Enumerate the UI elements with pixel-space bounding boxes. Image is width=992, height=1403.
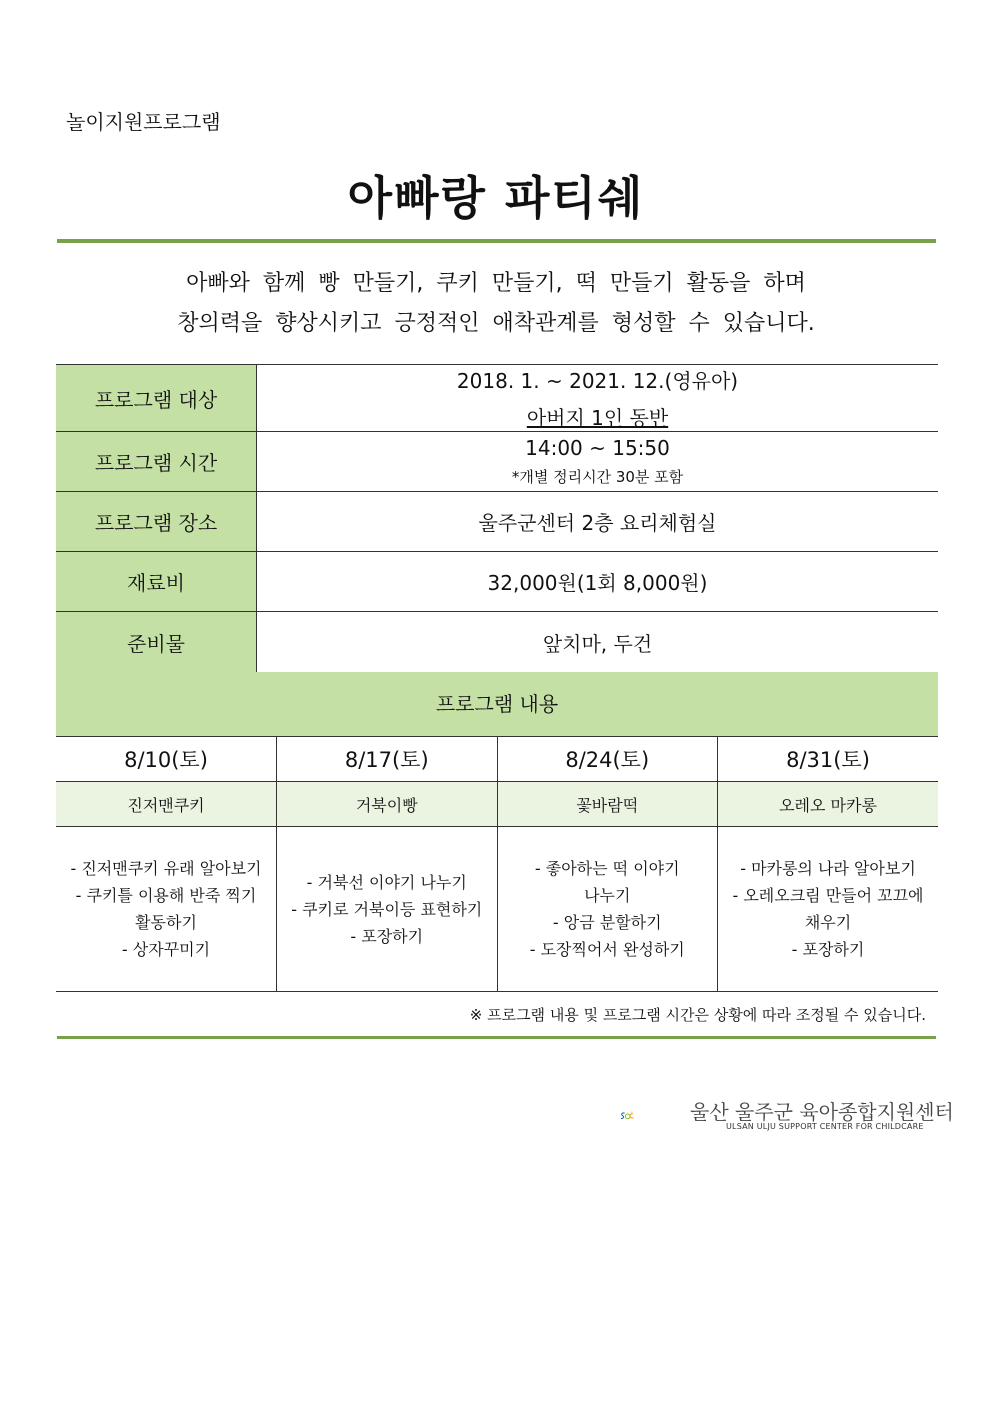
center-logo-icon [620,1094,684,1138]
session-name: 거북이빵 [277,782,498,827]
activity-item: - 앙금 분할하기 [552,913,662,932]
activity-item: - 쿠키틀 이용해 반죽 찍기 [75,886,257,905]
activity-item: - 마카롱의 나라 알아보기 [740,859,916,878]
session-name: 오레오 마카롱 [718,782,939,827]
info-label: 프로그램 시간 [56,432,257,492]
schedule-heading: 프로그램 내용 [56,672,938,737]
target-companion: 아버지 1인 동반 [526,406,669,430]
schedule-table [56,736,938,992]
info-row-target [56,365,938,432]
program-category: 놀이지원프로그램 [66,110,221,134]
schedule-date-row [56,737,938,782]
target-age: 2018. 1. ~ 2021. 12.(영유아) [456,369,739,393]
session-date: 8/24(토) [497,737,718,782]
info-row-time [56,432,938,492]
activity-item: - 상자꾸미기 [121,940,211,959]
session-activities [718,827,939,992]
info-label: 재료비 [56,552,257,612]
session-name: 진저맨쿠키 [56,782,277,827]
session-activities [56,827,277,992]
info-label: 프로그램 장소 [56,492,257,552]
activity-item: - 포장하기 [350,926,424,946]
center-logo-name: 울산 울주군 육아종합지원센터 [690,1100,954,1124]
session-name: 꽃바람떡 [497,782,718,827]
info-value: 32,000원(1회 8,000원) [257,552,939,612]
time-note: *개별 정리시간 30분 포함 [511,468,684,486]
info-row-supplies [56,612,938,673]
activity-item: - 오레오크림 만들어 꼬끄에 [732,886,924,905]
schedule-activity-row [56,827,938,992]
center-logo-english: ULSAN ULJU SUPPORT CENTER FOR CHILDCARE [726,1122,924,1131]
info-row-fee [56,552,938,612]
program-info-table [56,364,938,673]
info-value [257,365,939,432]
intro-line-1: 아빠와 함께 빵 만들기, 쿠키 만들기, 떡 만들기 활동을 하며 [186,271,806,296]
activity-item: 활동하기 [135,913,197,932]
session-date: 8/31(토) [718,737,939,782]
info-row-place [56,492,938,552]
session-activities [497,827,718,992]
info-label: 준비물 [56,612,257,673]
activity-item: 채우기 [804,913,852,932]
info-value: 울주군센터 2층 요리체험실 [257,492,939,552]
activity-item: - 진저맨쿠키 유래 알아보기 [70,859,262,878]
schedule-name-row [56,782,938,827]
activity-item: - 도장찍어서 완성하기 [529,940,685,959]
activity-item: - 좋아하는 떡 이야기 [534,859,680,878]
session-date: 8/17(토) [277,737,498,782]
activity-item: - 포장하기 [791,940,865,959]
bottom-divider [57,1036,936,1039]
session-date: 8/10(토) [56,737,277,782]
program-time: 14:00 ~ 15:50 [525,436,670,460]
session-activities [277,827,498,992]
info-value: 앞치마, 두건 [257,612,939,673]
info-value [257,432,939,492]
schedule-note: ※ 프로그램 내용 및 프로그램 시간은 상황에 따라 조정될 수 있습니다. [469,1006,926,1024]
page-title: 아빠랑 파티쉐 [347,171,645,225]
intro-line-2: 창의력을 향상시키고 긍정적인 애착관계를 형성할 수 있습니다. [177,311,815,336]
info-label: 프로그램 대상 [56,365,257,432]
activity-item: 나누기 [584,886,631,905]
intro-text [0,264,992,344]
top-divider [57,239,936,243]
activity-item: - 거북선 이야기 나누기 [306,872,467,892]
activity-item: - 쿠키로 거북이등 표현하기 [291,899,483,919]
